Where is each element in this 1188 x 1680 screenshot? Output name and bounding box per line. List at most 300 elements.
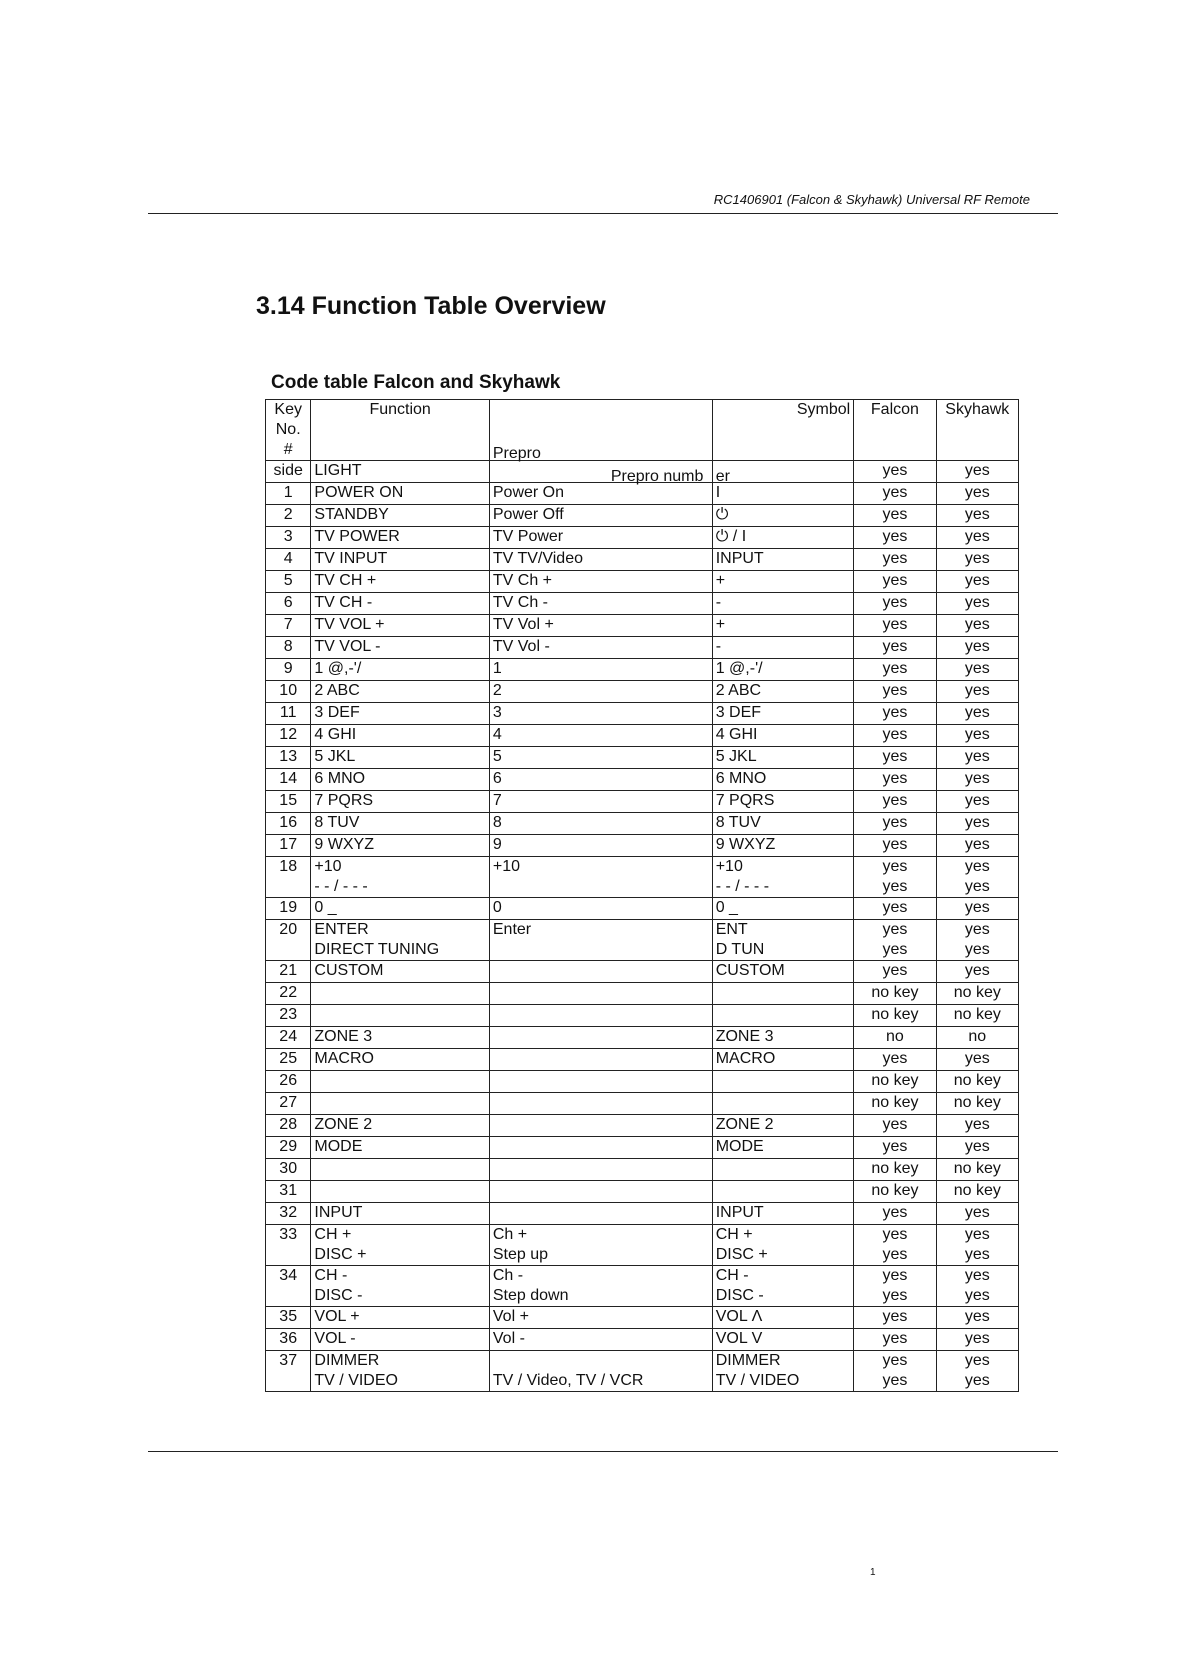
header-falcon: Falcon — [854, 400, 936, 461]
table-row — [266, 1351, 1019, 1392]
prepro-cell-line — [493, 1351, 709, 1371]
skyhawk-cell-line: no key — [953, 1182, 1001, 1199]
falcon-cell-line: yes — [882, 704, 908, 721]
symbol-cell — [712, 835, 854, 857]
function-cell-line: VOL + — [314, 1308, 360, 1325]
falcon-cell-line: yes — [882, 836, 908, 853]
symbol-cell — [712, 857, 854, 898]
function-cell — [311, 835, 489, 857]
prepro-cell-line: 6 — [492, 770, 502, 787]
prepro-cell-line: TV Ch + — [492, 572, 553, 589]
skyhawk-cell — [936, 593, 1018, 615]
table-row — [266, 1329, 1019, 1351]
key-cell: 21 — [266, 961, 311, 983]
skyhawk-cell-line: yes — [964, 1204, 990, 1221]
skyhawk-cell-line: yes — [964, 1330, 990, 1347]
function-cell-line: DIMMER — [314, 1352, 380, 1369]
table-row — [266, 791, 1019, 813]
header-divider — [148, 213, 1058, 214]
function-cell-line: +10 — [314, 858, 342, 875]
falcon-cell-line: yes — [882, 506, 908, 523]
symbol-cell — [712, 571, 854, 593]
symbol-cell-line: ⏻ — [715, 506, 729, 523]
falcon-cell-line: yes — [882, 921, 908, 938]
function-cell-line: ZONE 3 — [314, 1028, 373, 1045]
symbol-cell-line — [716, 1159, 851, 1179]
skyhawk-cell — [936, 1329, 1018, 1351]
function-cell — [311, 703, 489, 725]
symbol-cell — [712, 681, 854, 703]
function-cell-line: DIRECT TUNING — [314, 941, 440, 958]
prepro-cell — [489, 1137, 712, 1159]
symbol-cell-line: D TUN — [715, 941, 765, 958]
symbol-cell-line: DIMMER — [715, 1352, 781, 1369]
symbol-cell — [712, 1159, 854, 1181]
table-row — [266, 1005, 1019, 1027]
table-row — [266, 703, 1019, 725]
prepro-cell-line: Power Off — [492, 506, 564, 523]
skyhawk-cell-line: yes — [964, 1226, 990, 1243]
falcon-cell-line: no key — [871, 1006, 919, 1023]
prepro-cell-line: TV / Video, TV / VCR — [492, 1372, 644, 1389]
skyhawk-cell-line: yes — [964, 704, 990, 721]
falcon-cell — [854, 637, 936, 659]
prepro-cell — [489, 1115, 712, 1137]
table-row — [266, 857, 1019, 898]
prepro-cell-line — [493, 1159, 709, 1179]
symbol-cell — [712, 1049, 854, 1071]
function-cell — [311, 1093, 489, 1115]
function-cell-line — [314, 1093, 485, 1113]
symbol-cell-line: + — [715, 616, 726, 633]
symbol-cell-line — [716, 461, 851, 481]
symbol-cell — [712, 1329, 854, 1351]
key-cell: 29 — [266, 1137, 311, 1159]
skyhawk-cell — [936, 1351, 1018, 1392]
key-cell: 22 — [266, 983, 311, 1005]
prepro-cell-line: Ch + — [492, 1226, 528, 1243]
header-function: Function — [311, 400, 489, 461]
falcon-cell-line: yes — [882, 962, 908, 979]
code-table — [265, 399, 1019, 1392]
function-cell-line: TV VOL - — [314, 638, 381, 655]
prepro-cell-line: Ch - — [492, 1267, 524, 1284]
prepro-cell — [489, 703, 712, 725]
falcon-cell — [854, 1027, 936, 1049]
falcon-cell-line: yes — [882, 814, 908, 831]
falcon-cell-line: yes — [882, 1372, 908, 1389]
prepro-cell — [489, 857, 712, 898]
key-cell: 28 — [266, 1115, 311, 1137]
skyhawk-cell — [936, 747, 1018, 769]
symbol-cell — [712, 1181, 854, 1203]
skyhawk-cell-line: yes — [964, 814, 990, 831]
table-row — [266, 505, 1019, 527]
symbol-cell — [712, 769, 854, 791]
skyhawk-cell — [936, 549, 1018, 571]
function-cell-line — [314, 1181, 485, 1201]
falcon-cell — [854, 920, 936, 961]
prepro-cell-line: TV Power — [492, 528, 564, 545]
function-cell-line: - - / - - - — [314, 878, 368, 895]
table-row — [266, 835, 1019, 857]
key-cell: 30 — [266, 1159, 311, 1181]
table-row — [266, 681, 1019, 703]
falcon-cell-line: yes — [882, 726, 908, 743]
function-cell — [311, 1203, 489, 1225]
symbol-cell-line: MODE — [715, 1138, 764, 1155]
key-cell: 3 — [266, 527, 311, 549]
falcon-cell — [854, 681, 936, 703]
key-cell: 19 — [266, 898, 311, 920]
falcon-cell — [854, 461, 936, 483]
function-cell — [311, 1181, 489, 1203]
prepro-cell — [489, 725, 712, 747]
symbol-cell — [712, 961, 854, 983]
skyhawk-cell — [936, 615, 1018, 637]
table-row — [266, 593, 1019, 615]
prepro-cell — [489, 769, 712, 791]
symbol-cell-line: INPUT — [715, 1204, 764, 1221]
function-cell — [311, 747, 489, 769]
function-cell-line: MODE — [314, 1138, 363, 1155]
skyhawk-cell-line: yes — [964, 899, 990, 916]
key-cell: 31 — [266, 1181, 311, 1203]
function-cell — [311, 681, 489, 703]
table-row — [266, 549, 1019, 571]
key-cell: 34 — [266, 1266, 311, 1307]
prepro-cell — [489, 747, 712, 769]
function-cell — [311, 1307, 489, 1329]
function-cell-line: 6 MNO — [314, 770, 366, 787]
prepro-cell — [489, 681, 712, 703]
falcon-cell-line: yes — [882, 1308, 908, 1325]
skyhawk-cell — [936, 505, 1018, 527]
prepro-cell-line — [493, 1049, 709, 1069]
function-cell-line: 5 JKL — [314, 748, 356, 765]
skyhawk-cell-line: yes — [964, 550, 990, 567]
function-cell — [311, 593, 489, 615]
skyhawk-cell-line: no key — [953, 984, 1001, 1001]
falcon-cell-line: yes — [882, 899, 908, 916]
table-row — [266, 637, 1019, 659]
header-prepro-number-tail: er — [715, 468, 730, 485]
prepro-cell-line — [493, 1093, 709, 1113]
symbol-cell-line: I — [715, 484, 721, 501]
falcon-cell — [854, 1049, 936, 1071]
symbol-cell — [712, 813, 854, 835]
skyhawk-cell — [936, 725, 1018, 747]
skyhawk-cell — [936, 1137, 1018, 1159]
skyhawk-cell-line: yes — [964, 941, 990, 958]
key-cell: 12 — [266, 725, 311, 747]
key-cell: 18 — [266, 857, 311, 898]
skyhawk-cell-line: yes — [964, 726, 990, 743]
falcon-cell-line: yes — [882, 1226, 908, 1243]
key-cell: 9 — [266, 659, 311, 681]
skyhawk-cell-line: yes — [964, 1267, 990, 1284]
skyhawk-cell — [936, 835, 1018, 857]
falcon-cell-line: yes — [882, 550, 908, 567]
key-cell: 17 — [266, 835, 311, 857]
prepro-cell — [489, 505, 712, 527]
skyhawk-cell — [936, 703, 1018, 725]
symbol-cell-line: CH - — [715, 1267, 749, 1284]
falcon-cell — [854, 659, 936, 681]
key-cell: 14 — [266, 769, 311, 791]
header-skyhawk: Skyhawk — [936, 400, 1018, 461]
function-cell — [311, 1115, 489, 1137]
symbol-cell — [712, 483, 854, 505]
symbol-cell-line: CUSTOM — [715, 962, 785, 979]
skyhawk-cell-line: yes — [964, 462, 990, 479]
function-cell — [311, 659, 489, 681]
falcon-cell — [854, 703, 936, 725]
symbol-cell — [712, 920, 854, 961]
symbol-cell — [712, 549, 854, 571]
falcon-cell-line: no — [886, 1028, 904, 1045]
table-row — [266, 1266, 1019, 1307]
symbol-cell-line: +10 — [715, 858, 743, 875]
symbol-cell — [712, 983, 854, 1005]
function-cell — [311, 1005, 489, 1027]
table-row — [266, 1027, 1019, 1049]
symbol-cell — [712, 1005, 854, 1027]
skyhawk-cell — [936, 1049, 1018, 1071]
symbol-cell-line: - - / - - - — [715, 878, 770, 895]
skyhawk-cell-line: yes — [964, 858, 990, 875]
prepro-cell-line — [493, 1115, 709, 1135]
function-cell-line: TV POWER — [314, 528, 400, 545]
key-cell: 7 — [266, 615, 311, 637]
prepro-cell-line: 7 — [492, 792, 502, 809]
prepro-cell — [489, 898, 712, 920]
function-cell-line — [314, 1005, 485, 1025]
function-cell-line: 4 GHI — [314, 726, 357, 743]
symbol-cell-line: VOL Λ — [715, 1308, 763, 1325]
function-cell — [311, 1351, 489, 1392]
prepro-cell — [489, 659, 712, 681]
header-key: Key No. # — [266, 400, 311, 461]
skyhawk-cell-line: yes — [964, 836, 990, 853]
key-cell: 37 — [266, 1351, 311, 1392]
function-cell-line: ZONE 2 — [314, 1116, 373, 1133]
prepro-cell-line: 9 — [492, 836, 502, 853]
key-cell: 23 — [266, 1005, 311, 1027]
skyhawk-cell-line: yes — [964, 962, 990, 979]
skyhawk-cell — [936, 813, 1018, 835]
function-cell-line: CH + — [314, 1226, 352, 1243]
falcon-cell — [854, 549, 936, 571]
function-cell — [311, 791, 489, 813]
symbol-cell-line — [716, 1005, 851, 1025]
falcon-cell-line: yes — [882, 462, 908, 479]
falcon-cell — [854, 769, 936, 791]
table-row — [266, 747, 1019, 769]
key-cell: 24 — [266, 1027, 311, 1049]
skyhawk-cell-line: yes — [964, 878, 990, 895]
prepro-cell — [489, 983, 712, 1005]
skyhawk-cell — [936, 857, 1018, 898]
symbol-cell-line: MACRO — [715, 1050, 776, 1067]
falcon-cell — [854, 1071, 936, 1093]
falcon-cell-line: yes — [882, 1246, 908, 1263]
prepro-cell — [489, 1027, 712, 1049]
symbol-cell-line: 3 DEF — [715, 704, 762, 721]
function-cell-line — [314, 1071, 485, 1091]
key-cell: 15 — [266, 791, 311, 813]
prepro-cell-line: 4 — [492, 726, 502, 743]
function-cell-line: TV / VIDEO — [314, 1372, 398, 1389]
table-row — [266, 1049, 1019, 1071]
falcon-cell-line: yes — [882, 1204, 908, 1221]
skyhawk-cell-line: yes — [964, 1116, 990, 1133]
skyhawk-cell — [936, 1093, 1018, 1115]
skyhawk-cell — [936, 637, 1018, 659]
prepro-cell-line: Step down — [492, 1287, 569, 1304]
table-row — [266, 1307, 1019, 1329]
falcon-cell-line: yes — [882, 1267, 908, 1284]
skyhawk-cell-line: yes — [964, 1246, 990, 1263]
falcon-cell — [854, 615, 936, 637]
prepro-cell-line: 3 — [492, 704, 502, 721]
prepro-cell — [489, 1159, 712, 1181]
prepro-cell — [489, 1329, 712, 1351]
table-row — [266, 1093, 1019, 1115]
footer-divider — [148, 1451, 1058, 1452]
symbol-cell-line — [716, 1071, 851, 1091]
symbol-cell-line: - — [715, 594, 722, 611]
skyhawk-cell — [936, 1266, 1018, 1307]
table-row — [266, 571, 1019, 593]
prepro-cell — [489, 1307, 712, 1329]
skyhawk-cell-line: yes — [964, 594, 990, 611]
skyhawk-cell — [936, 961, 1018, 983]
falcon-cell — [854, 961, 936, 983]
symbol-cell — [712, 637, 854, 659]
prepro-cell-line: 0 — [492, 899, 502, 916]
falcon-cell-line: yes — [882, 484, 908, 501]
prepro-cell — [489, 1093, 712, 1115]
skyhawk-cell — [936, 898, 1018, 920]
symbol-cell — [712, 505, 854, 527]
falcon-cell — [854, 1225, 936, 1266]
function-cell — [311, 505, 489, 527]
table-row — [266, 1181, 1019, 1203]
function-cell-line: 2 ABC — [314, 682, 360, 699]
table-row — [266, 920, 1019, 961]
function-cell-line: 7 PQRS — [314, 792, 374, 809]
key-cell: 32 — [266, 1203, 311, 1225]
falcon-cell-line: yes — [882, 1116, 908, 1133]
symbol-cell — [712, 1225, 854, 1266]
function-cell-line: TV INPUT — [314, 550, 388, 567]
prepro-cell-line — [493, 1203, 709, 1223]
falcon-cell — [854, 1351, 936, 1392]
prepro-cell — [489, 1266, 712, 1307]
prepro-cell-line: 5 — [492, 748, 502, 765]
prepro-cell-line — [493, 983, 709, 1003]
function-cell-line: TV CH + — [314, 572, 377, 589]
falcon-cell-line: yes — [882, 1287, 908, 1304]
prepro-cell-line — [493, 1181, 709, 1201]
running-header: RC1406901 (Falcon & Skyhawk) Universal RF Remote — [713, 192, 1030, 207]
falcon-cell-line: no key — [871, 1094, 919, 1111]
skyhawk-cell-line: yes — [964, 616, 990, 633]
falcon-cell — [854, 1266, 936, 1307]
table-row — [266, 615, 1019, 637]
prepro-cell-line — [493, 940, 709, 960]
table-row — [266, 983, 1019, 1005]
function-cell-line: 8 TUV — [314, 814, 360, 831]
table-row — [266, 769, 1019, 791]
skyhawk-cell-line: yes — [964, 682, 990, 699]
symbol-cell — [712, 659, 854, 681]
function-cell — [311, 1159, 489, 1181]
function-cell — [311, 1049, 489, 1071]
key-cell: 4 — [266, 549, 311, 571]
falcon-cell-line: yes — [882, 858, 908, 875]
function-cell-line: ENTER — [314, 921, 369, 938]
falcon-cell — [854, 983, 936, 1005]
falcon-cell — [854, 857, 936, 898]
skyhawk-cell-line: yes — [964, 1138, 990, 1155]
symbol-cell — [712, 1093, 854, 1115]
key-cell: 35 — [266, 1307, 311, 1329]
symbol-cell — [712, 461, 854, 483]
function-cell — [311, 725, 489, 747]
symbol-cell-line: VOL V — [715, 1330, 763, 1347]
table-row — [266, 1159, 1019, 1181]
falcon-cell — [854, 571, 936, 593]
falcon-cell-line: yes — [882, 638, 908, 655]
function-cell — [311, 571, 489, 593]
function-cell-line: DISC - — [314, 1287, 363, 1304]
function-cell — [311, 1266, 489, 1307]
skyhawk-cell — [936, 527, 1018, 549]
skyhawk-cell-line: yes — [964, 1287, 990, 1304]
function-cell — [311, 920, 489, 961]
falcon-cell-line: no key — [871, 984, 919, 1001]
falcon-cell — [854, 898, 936, 920]
prepro-cell — [489, 1225, 712, 1266]
symbol-cell — [712, 1351, 854, 1392]
skyhawk-cell-line: yes — [964, 770, 990, 787]
prepro-cell — [489, 961, 712, 983]
function-cell-line: 9 WXYZ — [314, 836, 374, 853]
function-cell — [311, 813, 489, 835]
prepro-cell — [489, 615, 712, 637]
function-cell-line: INPUT — [314, 1204, 363, 1221]
skyhawk-cell-line: yes — [964, 748, 990, 765]
symbol-cell-line: 2 ABC — [715, 682, 762, 699]
falcon-cell — [854, 1137, 936, 1159]
symbol-cell — [712, 703, 854, 725]
falcon-cell — [854, 791, 936, 813]
falcon-cell-line: no key — [871, 1182, 919, 1199]
symbol-cell-line: 1 @,-'/ — [715, 660, 763, 677]
falcon-cell-line: yes — [882, 528, 908, 545]
skyhawk-cell — [936, 571, 1018, 593]
falcon-cell — [854, 725, 936, 747]
table-row — [266, 1203, 1019, 1225]
function-cell — [311, 483, 489, 505]
falcon-cell-line: yes — [882, 616, 908, 633]
skyhawk-cell-line: no key — [953, 1072, 1001, 1089]
falcon-cell-line: yes — [882, 770, 908, 787]
symbol-cell-line: ZONE 2 — [715, 1116, 774, 1133]
falcon-cell-line: yes — [882, 1330, 908, 1347]
